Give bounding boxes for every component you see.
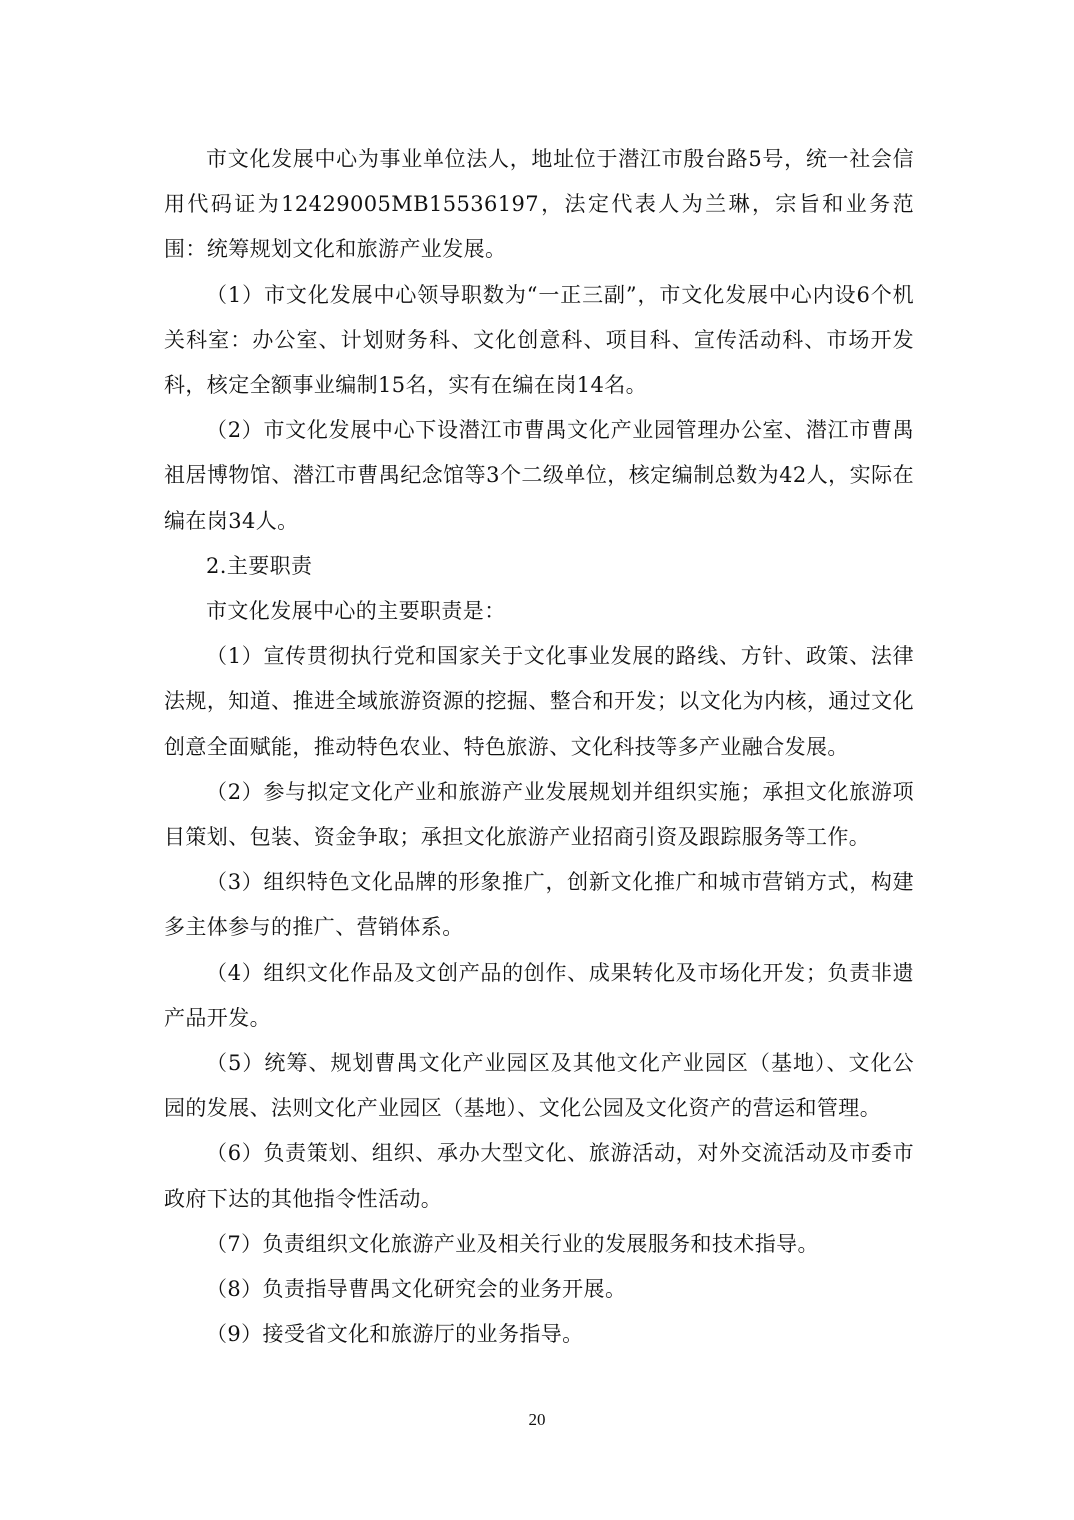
paragraph-unit-overview: 市文化发展中心为事业单位法人，地址位于潜江市殷台路5号，统一社会信用代码证为12429005MB15536197，法定代表人为兰琳，宗旨和业务范围：统筹规划文化和旅游产业发展。: [164, 147, 914, 262]
duty-item-1: （1）宣传贯彻执行党和国家关于文化事业发展的路线、方针、政策、法律法规，知道、推进全域旅游资源的挖掘、整合和开发；以文化为内核，通过文化创意全面赋能，推动特色农业、特色旅游、文化科技等多产业融合发展。: [164, 644, 914, 759]
section-heading-main-duties: 2.主要职责: [206, 553, 313, 578]
duty-item-6: （6）负责策划、组织、承办大型文化、旅游活动，对外交流活动及市委市政府下达的其他指令性活动。: [164, 1141, 914, 1211]
paragraph-leadership-and-departments: （1）市文化发展中心领导职数为“一正三副”，市文化发展中心内设6个机关科室：办公室、计划财务科、文化创意科、项目科、宣传活动科、市场开发科，核定全额事业编制15名，实有在编在岗14名。: [164, 282, 914, 398]
paragraph-subordinate-units: （2）市文化发展中心下设潜江市曹禺文化产业园管理办公室、潜江市曹禺祖居博物馆、潜江市曹禺纪念馆等3个二级单位，核定编制总数为42人，实际在编在岗34人。: [164, 418, 914, 533]
page-number: 20: [528, 1410, 546, 1429]
body-text: [164, 137, 914, 1357]
paragraph-duties-intro: 市文化发展中心的主要职责是：: [206, 599, 506, 624]
duty-item-4: （4）组织文化作品及文创产品的创作、成果转化及市场化开发；负责非遗产品开发。: [164, 960, 914, 1030]
duty-item-5: （5）统筹、规划曹禺文化产业园区及其他文化产业园区（基地）、文化公园的发展、法则文化产业园区（基地）、文化公园及文化资产的营运和管理。: [164, 1051, 914, 1121]
duty-item-2: （2）参与拟定文化产业和旅游产业发展规划并组织实施；承担文化旅游项目策划、包装、资金争取；承担文化旅游产业招商引资及跟踪服务等工作。: [164, 779, 914, 850]
duty-item-7: （7）负责组织文化旅游产业及相关行业的发展服务和技术指导。: [206, 1231, 819, 1256]
duty-item-3: （3）组织特色文化品牌的形象推广，创新文化推广和城市营销方式，构建多主体参与的推广、营销体系。: [164, 870, 914, 940]
duty-item-8: （8）负责指导曹禺文化研究会的业务开展。: [206, 1277, 627, 1302]
duty-item-9: （9）接受省文化和旅游厅的业务指导。: [206, 1322, 584, 1347]
